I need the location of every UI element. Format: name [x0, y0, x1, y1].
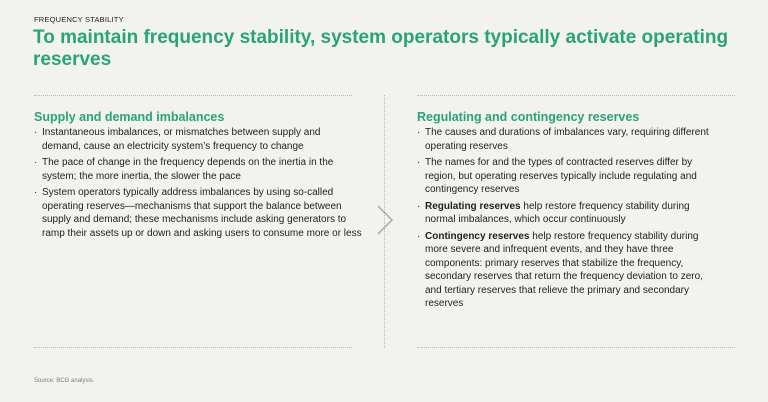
bullet-text: The names for and the types of contracted reserves differ by region, but operating reserves typically include regulating and contingency reserves [425, 157, 697, 195]
list-item [417, 126, 717, 153]
eyebrow-label: FREQUENCY STABILITY [34, 15, 124, 24]
bullet-mark: · [417, 157, 421, 168]
bullet-text: Instantaneous imbalances, or mismatches between supply and demand, cause an electricity system’s frequency to change [42, 127, 321, 152]
left-column-heading: Supply and demand imbalances [34, 110, 225, 124]
bullet-mark: · [34, 127, 38, 138]
bullet-mark: · [417, 230, 421, 242]
right-column-heading: Regulating and contingency reserves [417, 110, 640, 124]
list-item [417, 200, 717, 227]
source-note: Source: BCG analysis. [34, 378, 95, 384]
bullet-text: help restore frequency stability during normal imbalances, which occur continuously [425, 200, 690, 225]
bullet-text: System operators typically address imbalances by using so-called operating reserves—mechanisms that support the balance between supply and demand; these mechanisms include asking generators to ramp their assets up or down and asking users to consume more or less [42, 187, 362, 239]
right-bullet-list [417, 126, 717, 314]
bottom-divider-left [34, 347, 352, 348]
bullet-mark: · [34, 187, 38, 198]
bullet-bold-text: Contingency reserves [425, 230, 530, 242]
bullet-text: help restore frequency stability during more severe and infrequent events, and they have three components: primary reserves that stabilize the frequency, secondary reserves that return the frequency deviation to zero, and tertiary reserves that relieve the primary and secondary reserves [425, 230, 703, 309]
list-item [34, 156, 362, 183]
chevron-right-icon [376, 205, 394, 240]
bullet-mark: · [417, 127, 421, 138]
bullet-mark: · [417, 200, 421, 212]
bullet-bold-text: Regulating reserves [425, 200, 521, 212]
bullet-mark: · [34, 157, 38, 168]
list-item [34, 126, 362, 153]
bullet-text: The pace of change in the frequency depends on the inertia in the system; the more inertia, the slower the pace [42, 157, 334, 182]
list-item [417, 156, 717, 197]
list-item [417, 230, 717, 311]
bullet-text: The causes and durations of imbalances vary, requiring different operating reserves [425, 127, 709, 152]
list-item [34, 186, 362, 240]
top-divider-left [34, 95, 352, 96]
top-divider-right [417, 95, 735, 96]
bottom-divider-right [417, 347, 735, 348]
page-title: To maintain frequency stability, system operators typically activate operating reserves [33, 27, 729, 70]
left-bullet-list [34, 126, 362, 243]
